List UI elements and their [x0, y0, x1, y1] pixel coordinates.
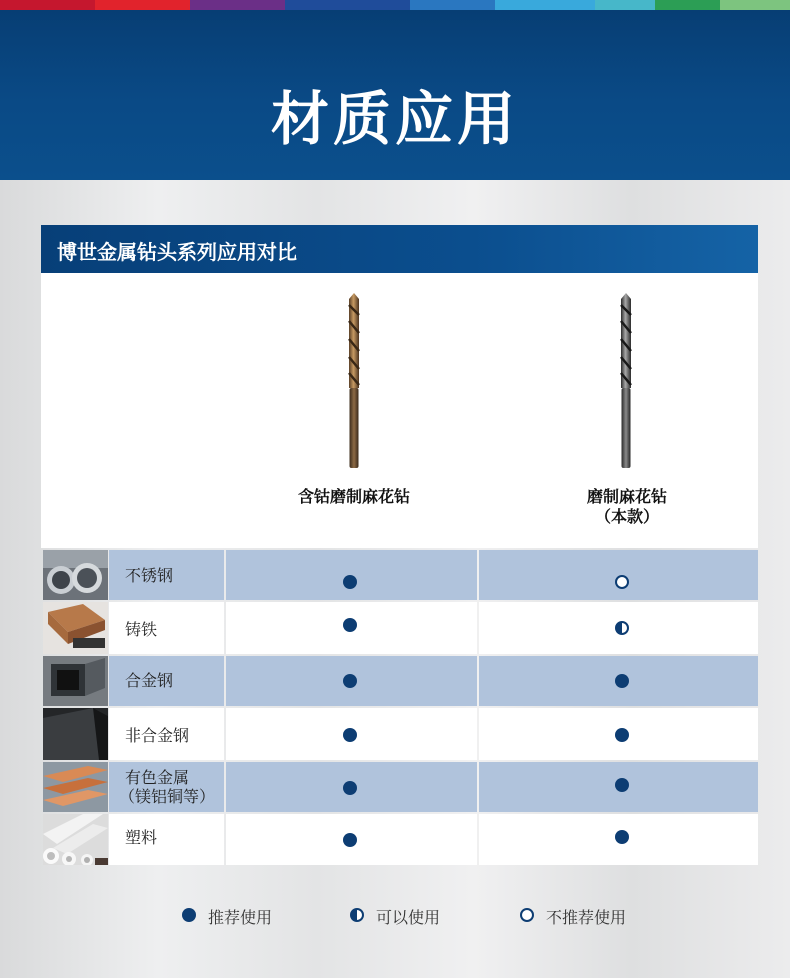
page-header	[0, 10, 790, 180]
recommended-dot-icon	[343, 674, 357, 688]
hss-rating-cell	[479, 814, 758, 865]
strip-blue	[285, 0, 410, 10]
product-name-hss-text: 磨制麻花钻	[586, 487, 667, 506]
hss-rating-cell	[479, 656, 758, 706]
cobalt-rating-cell	[226, 602, 477, 654]
material-label: 合金钢	[125, 671, 174, 690]
copper-bars-icon	[43, 762, 108, 812]
material-label: 塑料	[125, 828, 158, 847]
strip-light-green	[720, 0, 790, 10]
not-recommended-dot-icon	[520, 908, 534, 922]
plastic-pipes-icon	[43, 814, 108, 865]
cobalt-rating-cell	[226, 814, 477, 865]
stainless-pipe-icon	[43, 550, 108, 600]
table-row-carbon-steel	[43, 708, 758, 760]
strip-cyan	[495, 0, 595, 10]
cobalt-rating-cell	[226, 550, 477, 600]
panel-title: 博世金属钻头系列应用对比	[57, 240, 297, 264]
table-row-stainless	[43, 550, 758, 600]
table-row-alloy-steel	[43, 656, 758, 706]
recommended-dot-icon	[615, 778, 629, 792]
material-cell	[109, 602, 224, 654]
cast-iron-icon	[43, 602, 108, 654]
recommended-dot-icon	[615, 674, 629, 688]
strip-purple	[190, 0, 285, 10]
hss-rating-cell	[479, 602, 758, 654]
not-recommended-dot-icon	[615, 575, 629, 589]
legend-label: 不推荐使用	[546, 908, 627, 927]
usable-dot-icon	[615, 621, 629, 635]
recommended-dot-icon	[182, 908, 196, 922]
comparison-panel	[41, 225, 758, 865]
hss-rating-cell	[479, 708, 758, 760]
recommended-dot-icon	[343, 728, 357, 742]
hss-drill-bit-icon	[618, 293, 634, 469]
recommended-dot-icon	[343, 781, 357, 795]
material-label: 不锈钢	[125, 566, 174, 585]
material-cell	[109, 762, 224, 812]
material-label-line2: （镁铝铜等）	[119, 787, 216, 806]
table-row-cast-iron	[43, 602, 758, 654]
hss-rating-cell	[479, 762, 758, 812]
panel-title-bar	[41, 225, 758, 273]
product-header	[41, 273, 758, 548]
material-label: 非合金钢	[125, 726, 190, 745]
table-row-plastic	[43, 814, 758, 865]
product-name-hss	[527, 487, 727, 527]
recommended-dot-icon	[615, 830, 629, 844]
strip-red-2	[95, 0, 190, 10]
product-name-hss-sub: （本款）	[594, 507, 659, 526]
hss-rating-cell	[479, 550, 758, 600]
cobalt-drill-bit-icon	[346, 293, 362, 469]
cobalt-rating-cell	[226, 708, 477, 760]
recommended-dot-icon	[615, 728, 629, 742]
material-label: 有色金属	[125, 768, 190, 787]
cobalt-rating-cell	[226, 762, 477, 812]
material-label: 铸铁	[125, 620, 158, 639]
usable-dot-icon	[350, 908, 364, 922]
material-cell	[109, 708, 224, 760]
recommended-dot-icon	[343, 833, 357, 847]
material-cell	[109, 814, 224, 865]
strip-light-blue	[410, 0, 495, 10]
product-name-cobalt-text: 含钴磨制麻花钻	[297, 487, 410, 506]
carbon-steel-tube-icon	[43, 708, 108, 760]
strip-teal	[595, 0, 655, 10]
brand-color-strip	[0, 0, 790, 10]
table-row-nonferrous	[43, 762, 758, 812]
legend-label: 可以使用	[376, 908, 441, 927]
strip-green	[655, 0, 720, 10]
page-title: 材质应用	[270, 85, 519, 153]
material-cell	[109, 550, 224, 600]
legend-label: 推荐使用	[208, 908, 273, 927]
material-cell	[109, 656, 224, 706]
alloy-steel-tube-icon	[43, 656, 108, 706]
recommended-dot-icon	[343, 618, 357, 632]
cobalt-rating-cell	[226, 656, 477, 706]
recommended-dot-icon	[343, 575, 357, 589]
strip-red	[0, 0, 95, 10]
product-name-cobalt	[254, 487, 454, 507]
